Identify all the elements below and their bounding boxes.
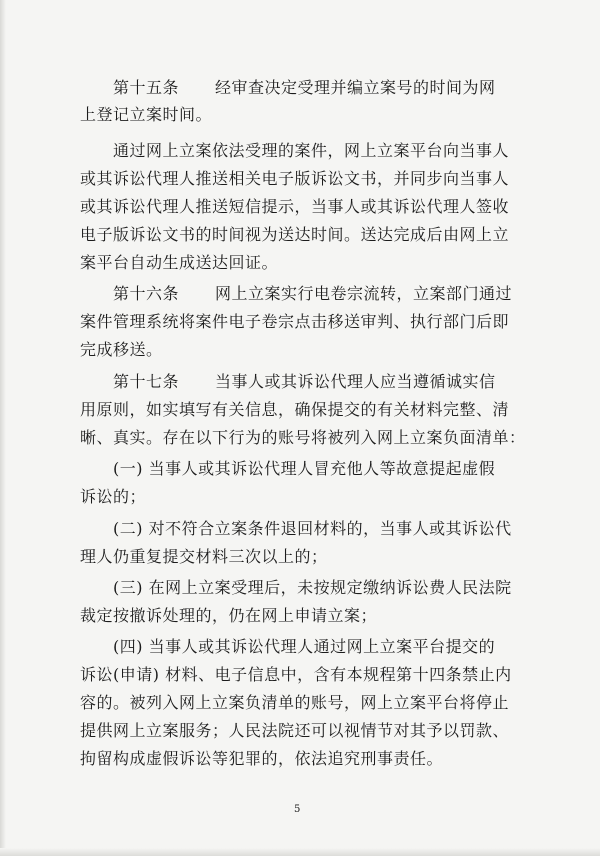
item-4-line-1: (四) 当事人或其诉讼代理人通过网上立案平台提交的 bbox=[113, 637, 496, 656]
article-16-line-3: 完成移送。 bbox=[80, 340, 163, 359]
article-17-text: 当事人或其诉讼代理人应当遵循诚实信 bbox=[215, 372, 496, 391]
article-15-p2-line-4: 电子版诉讼文书的时间视为送达时间。送达完成后由网上立 bbox=[80, 225, 510, 244]
page-number: 5 bbox=[294, 804, 301, 815]
article-16-line-1 bbox=[113, 284, 512, 304]
item-2-line-1: (二) 对不符合立案条件退回材料的，当事人或其诉讼代 bbox=[113, 519, 512, 538]
article-15-line-1 bbox=[113, 78, 496, 98]
scan-shadow-bottom bbox=[0, 848, 600, 856]
item-4-line-4: 提供网上立案服务；人民法院还可以视情节对其予以罚款、 bbox=[80, 721, 510, 740]
article-17-line-2: 用原则，如实填写有关信息，确保提交的有关材料完整、清 bbox=[80, 400, 510, 419]
article-15-p2-line-5: 案平台自动生成送达回证。 bbox=[80, 253, 279, 272]
article-16-text: 网上立案实行电卷宗流转，立案部门通过 bbox=[215, 284, 513, 303]
item-4-line-5: 拘留构成虚假诉讼等犯罪的，依法追究刑事责任。 bbox=[80, 749, 444, 768]
article-16-heading: 第十六条 bbox=[113, 284, 180, 303]
article-15-line-2: 上登记立案时间。 bbox=[80, 105, 213, 124]
article-15-p2-line-2: 或其诉讼代理人推送相关电子版诉讼文书，并同步向当事人 bbox=[80, 169, 510, 188]
article-15-heading: 第十五条 bbox=[113, 78, 180, 97]
item-3-line-1: (三) 在网上立案受理后，未按规定缴纳诉讼费人民法院 bbox=[113, 578, 512, 597]
article-15-p2-line-3: 或其诉讼代理人推送短信提示，当事人或其诉讼代理人签收 bbox=[80, 197, 510, 216]
item-2-line-2: 理人仍重复提交材料三次以上的； bbox=[80, 547, 328, 566]
article-16-line-2: 案件管理系统将案件电子卷宗点击移送审判、执行部门后即 bbox=[80, 312, 510, 331]
item-1-line-2: 诉讼的； bbox=[80, 487, 147, 506]
article-17-line-1 bbox=[113, 372, 496, 392]
item-4-line-2: 诉讼(申请) 材料、电子信息中，含有本规程第十四条禁止内 bbox=[80, 665, 512, 684]
article-15-text: 经审查决定受理并编立案号的时间为网 bbox=[215, 78, 496, 97]
article-15-p2-line-1: 通过网上立案依法受理的案件，网上立案平台向当事人 bbox=[113, 141, 510, 160]
article-17-heading: 第十七条 bbox=[113, 372, 180, 391]
article-17-line-3: 晰、真实。存在以下行为的账号将被列入网上立案负面清单： bbox=[80, 428, 526, 447]
item-1-line-1: (一) 当事人或其诉讼代理人冒充他人等故意提起虚假 bbox=[113, 459, 496, 478]
scan-shadow-left bbox=[0, 0, 6, 856]
item-3-line-2: 裁定按撤诉处理的，仍在网上申请立案； bbox=[80, 606, 378, 625]
item-4-line-3: 容的。被列入网上立案负清单的账号，网上立案平台将停止 bbox=[80, 693, 510, 712]
